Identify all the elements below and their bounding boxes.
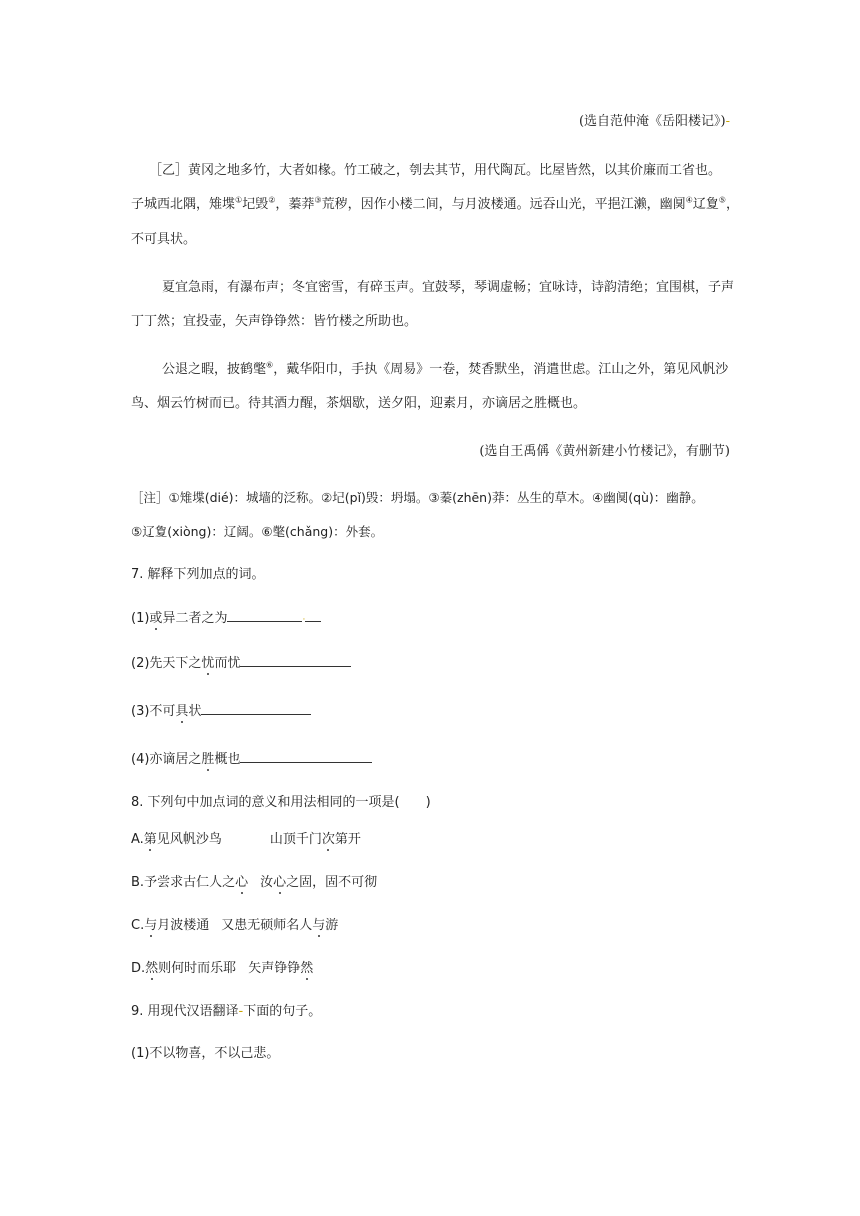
source-citation-2: (选自王禹偁《黄州新建小竹楼记》，有删节)	[479, 444, 730, 459]
text-segment: (3)不可	[131, 704, 176, 719]
text-segment: 游	[325, 918, 339, 933]
edit-mark: -	[238, 1004, 244, 1019]
q7-item-1	[131, 608, 321, 629]
dotted-word: 与	[144, 918, 158, 933]
source-text-1: (选自范仲淹《岳阳楼记》)	[578, 114, 726, 129]
text-segment: 而忧	[214, 656, 241, 671]
answer-blank[interactable]	[201, 701, 311, 715]
q7-item-2	[131, 653, 351, 673]
text-segment: 9. 用现代汉语翻译	[131, 1004, 239, 1019]
question-7-stem: 7. 解释下列加点的词。	[131, 567, 265, 582]
dotted-word: 或	[149, 611, 163, 626]
footnote-ref-1: ①	[235, 195, 243, 205]
option-letter: C.	[131, 918, 145, 933]
dotted-word: 与	[312, 918, 326, 933]
dotted-word: 忧	[201, 656, 215, 671]
answer-blank[interactable]	[227, 608, 302, 622]
text-segment: (4)亦谪居之	[131, 752, 202, 767]
question-8-stem: 8. 下列句中加点词的意义和用法相同的一项是( )	[131, 795, 431, 810]
question-9-stem	[131, 1003, 321, 1021]
text-segment: 矢声铮铮	[248, 961, 301, 976]
passage-yi-p1-line2	[131, 196, 739, 214]
text-segment: 子城西北隅，雉堞	[131, 197, 236, 212]
option-letter: A.	[131, 832, 144, 847]
passage-yi-p1-line1: ［乙］黄冈之地多竹，大者如椽。竹工破之，刳去其节，用代陶瓦。比屋皆然，以其价廉而工省也。	[149, 163, 722, 178]
text-segment: 又患无硕师名人	[221, 918, 313, 933]
dotted-word: 第	[143, 832, 157, 847]
q9-item-1: (1)不以物喜，不以己悲。	[131, 1046, 280, 1061]
passage-yi-p3-line1	[162, 361, 728, 379]
footnote-ref-4: ④	[685, 195, 693, 205]
answer-blank[interactable]	[240, 749, 372, 763]
text-segment: (2)先天下之	[131, 656, 202, 671]
passage-yi-p1-line3: 不可具状。	[131, 232, 197, 247]
q8-option-a[interactable]	[131, 831, 361, 849]
footnote-ref-3: ③	[314, 195, 322, 205]
q8-option-c[interactable]	[131, 917, 338, 935]
footnote-ref-2: ②	[268, 195, 276, 205]
passage-yi-p3-line2: 鸟、烟云竹树而已。待其酒力醒，茶烟歇，送夕阳，迎素月，亦谪居之胜概也。	[131, 396, 587, 411]
text-segment: 之固，固不可彻	[286, 875, 378, 890]
q7-item-4	[131, 749, 372, 769]
footnote-ref-6: ⑥	[266, 360, 274, 370]
text-segment: 荒秽，因作小楼二间，与月波楼通。远吞山光，平挹江濑，幽阒	[321, 197, 686, 212]
text-segment: ，戴华阳巾，手执《周易》一卷，焚香默坐，消遣世虑。江山之外，第见风帆沙	[273, 362, 729, 377]
edit-mark: ·	[302, 615, 306, 625]
q7-item-3	[131, 701, 311, 721]
notes-line-2: ⑤辽夐(xiòng)：辽阔。⑥氅(chǎng)：外套。	[131, 524, 384, 539]
answer-blank[interactable]	[240, 653, 351, 667]
text-segment: 辽夐	[692, 197, 719, 212]
text-segment: 则何时而乐耶	[158, 961, 237, 976]
text-segment: 汝	[260, 875, 274, 890]
text-segment: 异二者之为	[162, 611, 228, 626]
dotted-word: 胜	[201, 752, 215, 767]
dotted-word: 次	[321, 832, 335, 847]
text-segment: 山顶千门	[269, 832, 322, 847]
notes-line-1: ［注］①雉堞(dié)：城墙的泛称。②圮(pǐ)毁：坍塌。③蓁(zhēn)莽：丛生的草木。④幽阒(qù)：幽静。	[131, 490, 704, 505]
dotted-word: 心	[235, 875, 249, 890]
text-segment: 月波楼通	[157, 918, 210, 933]
text-segment: 状	[188, 704, 202, 719]
passage-yi-p2-line2: 丁丁然；宜投壶，矢声铮铮然：皆竹楼之所助也。	[131, 314, 418, 329]
text-segment: 圮毁	[242, 197, 269, 212]
dotted-word: 然	[145, 961, 159, 976]
option-letter: B.	[131, 875, 145, 890]
q8-option-b[interactable]	[131, 874, 377, 892]
footnote-ref-5: ⑤	[718, 195, 726, 205]
text-segment: ，	[725, 197, 739, 212]
text-segment: 公退之暇，披鹤氅	[162, 362, 267, 377]
text-segment: 第开	[334, 832, 361, 847]
text-segment: 下面的句子。	[243, 1004, 322, 1019]
q8-option-d[interactable]	[131, 960, 313, 978]
text-segment: 见风帆沙鸟	[156, 832, 222, 847]
passage-yi-p2-line1: 夏宜急雨，有瀑布声；冬宜密雪，有碎玉声。宜鼓琴，琴调虚畅；宜咏诗，诗韵清绝；宜围棋，子声	[162, 280, 735, 295]
source-citation-1	[579, 113, 730, 131]
text-segment: ，蓁莽	[275, 197, 315, 212]
option-letter: D.	[131, 961, 146, 976]
text-segment: 予尝求古仁人之	[144, 875, 236, 890]
text-segment: 概也	[214, 752, 241, 767]
dotted-word: 具	[175, 704, 189, 719]
dotted-word: 心	[273, 875, 287, 890]
text-segment: (1)	[131, 611, 150, 626]
edit-mark: -	[725, 114, 730, 129]
answer-blank[interactable]	[305, 608, 321, 622]
dotted-word: 然	[300, 961, 314, 976]
